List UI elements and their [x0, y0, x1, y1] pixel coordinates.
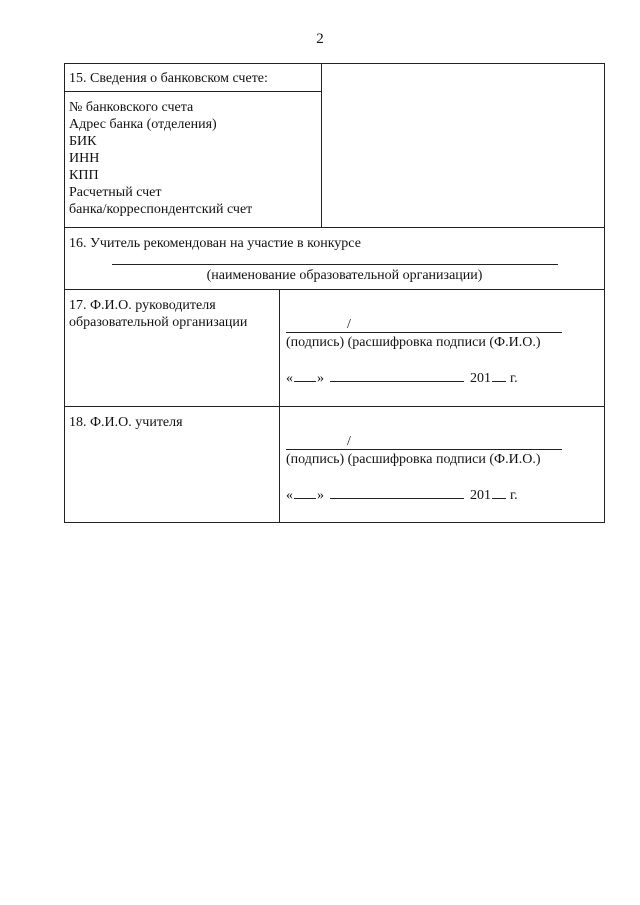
- teacher-signature-caption: (подпись) (расшифровка подписи (Ф.И.О.): [286, 452, 541, 467]
- bank-details-value-cell[interactable]: [321, 64, 604, 227]
- recommendation-title: 16. Учитель рекомендован на участие в конкурсе: [69, 236, 361, 251]
- recommendation-row: [65, 227, 604, 289]
- bank-details-items: [65, 92, 321, 218]
- bank-address-label: Адрес банка (отделения): [69, 117, 217, 132]
- inn-label: ИНН: [69, 151, 100, 166]
- year-blank[interactable]: [492, 484, 506, 499]
- year-suffix: г.: [510, 371, 518, 386]
- teacher-signature-row: [65, 406, 604, 522]
- date-close-quote: »: [317, 371, 324, 386]
- teacher-date-line: [286, 484, 600, 504]
- application-form-table: [64, 63, 605, 523]
- month-blank[interactable]: [330, 484, 464, 499]
- day-blank[interactable]: [294, 484, 316, 499]
- director-label-line2: образовательной организации: [69, 315, 248, 330]
- year-prefix: 201: [470, 488, 491, 503]
- page-number: 2: [316, 31, 324, 47]
- organization-name-caption: (наименование образовательной организации): [206, 268, 483, 283]
- director-label-line1: 17. Ф.И.О. руководителя: [69, 298, 216, 313]
- bik-label: БИК: [69, 134, 97, 149]
- signature-separator: /: [347, 317, 351, 332]
- teacher-signature-cell: [279, 407, 604, 522]
- signature-separator: /: [347, 434, 351, 449]
- year-suffix: г.: [510, 488, 518, 503]
- director-signature-caption: (подпись) (расшифровка подписи (Ф.И.О.): [286, 335, 541, 350]
- year-prefix: 201: [470, 371, 491, 386]
- date-close-quote: »: [317, 488, 324, 503]
- director-signature-line[interactable]: [286, 315, 562, 333]
- bank-details-title: 15. Сведения о банковском счете:: [65, 64, 321, 92]
- organization-name-line[interactable]: [112, 264, 558, 265]
- bank-details-label-cell: [65, 64, 321, 227]
- teacher-label-cell: [65, 407, 279, 522]
- director-label-cell: [65, 290, 279, 406]
- correspondent-account-label: банка/корреспондентский счет: [69, 202, 253, 217]
- director-signature-cell: [279, 290, 604, 406]
- kpp-label: КПП: [69, 168, 99, 183]
- settlement-account-label: Расчетный счет: [69, 185, 162, 200]
- date-open-quote: «: [286, 371, 293, 386]
- date-open-quote: «: [286, 488, 293, 503]
- bank-details-row: [65, 64, 604, 227]
- director-date-line: [286, 367, 600, 387]
- director-signature-row: [65, 289, 604, 406]
- teacher-signature-line[interactable]: [286, 432, 562, 450]
- day-blank[interactable]: [294, 367, 316, 382]
- year-blank[interactable]: [492, 367, 506, 382]
- teacher-label: 18. Ф.И.О. учителя: [69, 415, 183, 430]
- month-blank[interactable]: [330, 367, 464, 382]
- bank-account-number-label: № банковского счета: [69, 100, 194, 115]
